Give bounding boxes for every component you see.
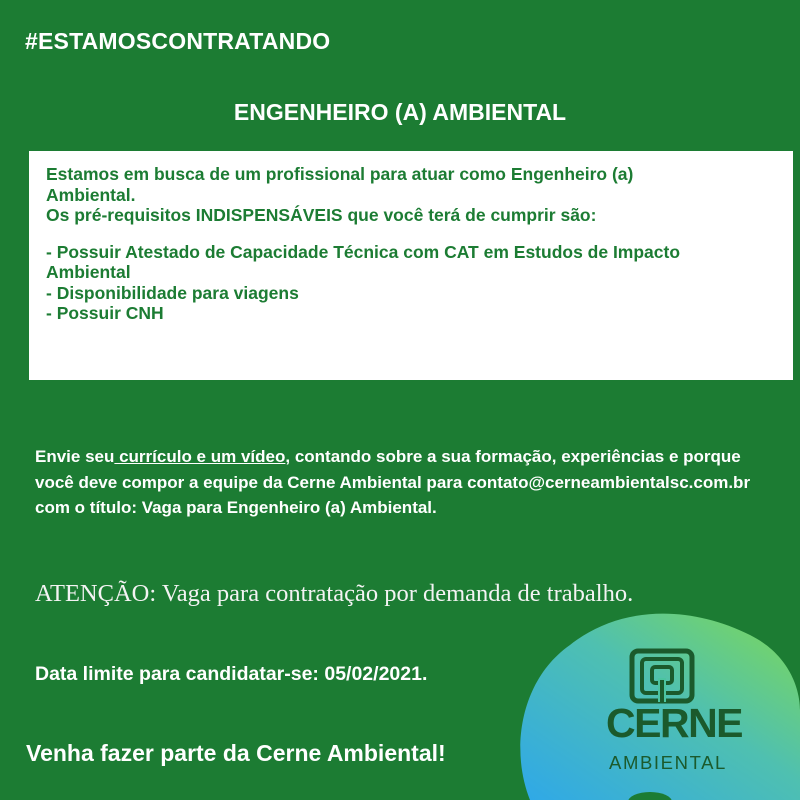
deadline-text: Data limite para candidatar-se: 05/02/2021. — [35, 663, 428, 685]
attention-note: ATENÇÃO: Vaga para contratação por demanda de trabalho. — [35, 580, 634, 607]
intro-line-2: Ambiental. — [46, 184, 136, 205]
requirement-item-1-line-2: Ambiental — [46, 262, 131, 282]
hashtag-heading: #ESTAMOSCONTRATANDO — [25, 28, 331, 54]
tree-rings-icon — [628, 648, 696, 706]
requirement-item-2: - Disponibilidade para viagens — [46, 282, 299, 303]
instructions-before: Envie seu — [35, 447, 115, 466]
instructions-underlined: currículo e um vídeo — [114, 447, 286, 466]
requirement-item-3: - Possuir CNH — [46, 303, 164, 323]
brand-subtitle: AMBIENTAL — [609, 752, 727, 773]
intro-line-1: Estamos em busca de um profissional para atuar como Engenheiro (a) — [46, 164, 634, 184]
requirement-item-1-line-1: - Possuir Atestado de Capacidade Técnica com CAT em Estudos de Impacto — [46, 241, 681, 262]
brand-name: CERNE — [606, 700, 743, 746]
job-title: ENGENHEIRO (A) AMBIENTAL — [233, 99, 567, 125]
call-to-action: Venha fazer parte da Cerne Ambiental! — [26, 740, 446, 766]
application-instructions — [35, 444, 780, 521]
prereq-line: Os pré-requisitos INDISPENSÁVEIS que você terá de cumprir são: — [46, 205, 597, 225]
requirements-text — [46, 164, 766, 324]
instructions-after: , contando sobre a sua formação, experiências e porque você deve compor a equipe da Cerne Ambiental para contato@cerneambientalsc.com.br com o título: Vaga para Engenheiro (a) Ambiental. — [35, 447, 751, 517]
